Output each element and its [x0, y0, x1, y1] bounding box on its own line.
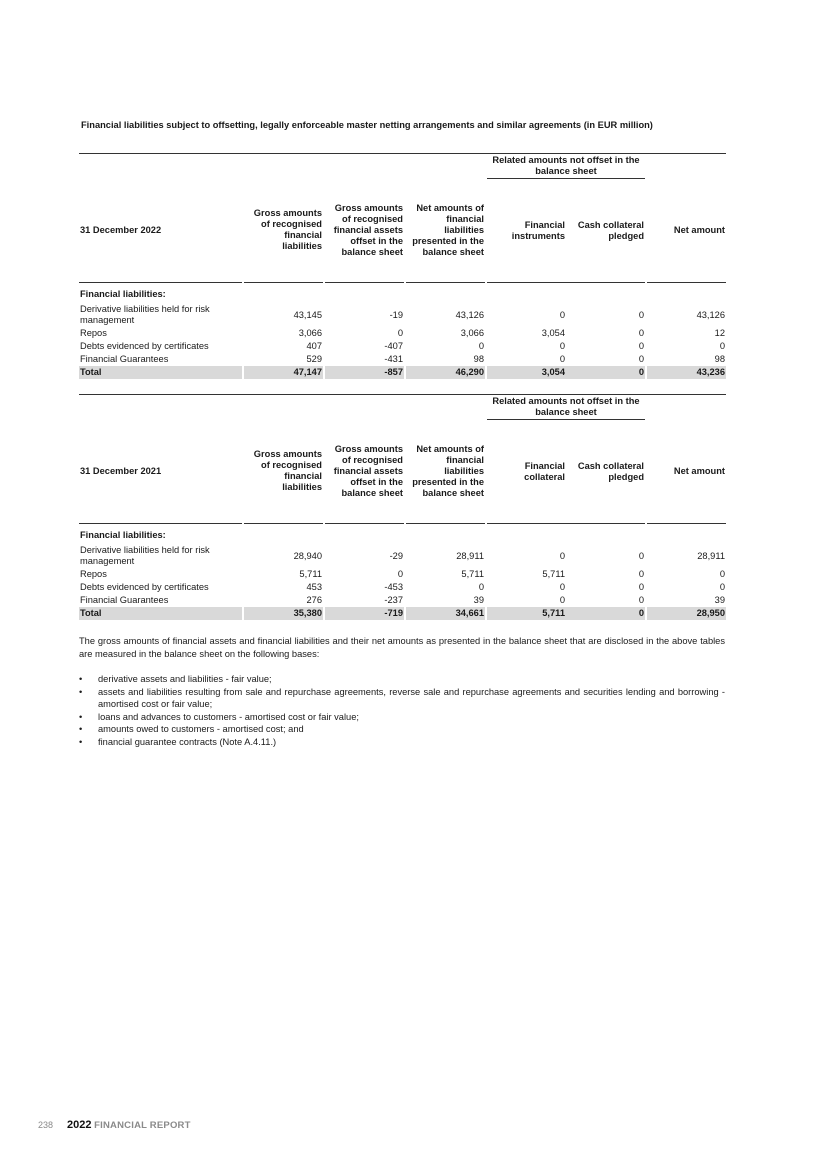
cell: 43,236: [647, 366, 726, 379]
row-label: Repos: [80, 569, 107, 579]
row-label: Derivative liabilities held for risk management: [80, 304, 210, 325]
cell: 98: [473, 354, 484, 364]
cell: 0: [559, 582, 565, 592]
date-label: 31 December 2022: [79, 179, 242, 283]
report-label: FINANCIAL REPORT: [94, 1120, 191, 1131]
col-net-amount: Net amount: [647, 420, 726, 524]
cell: 43,126: [696, 309, 725, 320]
cell: 0: [638, 569, 644, 579]
cell: -237: [384, 595, 403, 605]
bullet: •: [79, 674, 83, 684]
total-row: [79, 607, 726, 620]
cell: -407: [384, 341, 403, 351]
cell: -857: [325, 366, 404, 379]
col-gross-liabilities: Gross amounts of recognised financial liabilities: [244, 420, 323, 524]
table-row: [79, 544, 726, 568]
list-item: [79, 711, 725, 724]
cell: 3,054: [487, 366, 566, 379]
row-label: Debts evidenced by certificates: [80, 341, 209, 351]
col-financial-instruments: Financial instruments: [487, 179, 566, 283]
cell: 12: [714, 328, 725, 338]
list-item-text: loans and advances to customers - amortised cost or fair value;: [98, 711, 359, 722]
table-row: [79, 340, 726, 353]
cell: 47,147: [244, 366, 323, 379]
col-net-liabilities: Net amounts of financial liabilities presented in the balance sheet: [406, 179, 485, 283]
cell: 5,711: [542, 569, 565, 579]
cell: -431: [384, 354, 403, 364]
cell: 0: [719, 582, 725, 592]
cell: 98: [714, 354, 725, 364]
cell: 0: [638, 550, 644, 561]
row-label: Financial Guarantees: [80, 354, 169, 364]
list-item-text: derivative assets and liabilities - fair value;: [98, 674, 272, 684]
column-header-row: [79, 420, 726, 524]
date-label: 31 December 2021: [79, 420, 242, 524]
table-row: [79, 594, 726, 607]
bullet: •: [79, 686, 83, 697]
cell: 0: [638, 595, 644, 605]
cell: 5,711: [461, 569, 484, 579]
related-amounts-header: Related amounts not offset in the balance sheet: [487, 154, 645, 179]
related-amounts-header: Related amounts not offset in the balance sheet: [487, 395, 645, 420]
cell: 34,661: [406, 607, 485, 620]
cell: 0: [566, 366, 645, 379]
cell: 3,066: [460, 328, 484, 338]
cell: 43,145: [293, 309, 322, 320]
cell: 46,290: [406, 366, 485, 379]
cell: 0: [638, 341, 644, 351]
total-label: Total: [79, 366, 242, 379]
total-label: Total: [79, 607, 242, 620]
table-row: [79, 353, 726, 366]
cell: 5,711: [487, 607, 566, 620]
cell: 0: [478, 341, 484, 351]
list-item: [79, 723, 725, 736]
row-label: Repos: [80, 328, 107, 338]
cell: 3,066: [298, 328, 322, 338]
col-cash-collateral: Cash collateral pledged: [566, 420, 645, 524]
cell: 0: [638, 582, 644, 592]
cell: 28,950: [647, 607, 726, 620]
report-year: 2022: [67, 1119, 92, 1131]
cell: 43,126: [455, 309, 484, 320]
col-gross-assets-offset: Gross amounts of recognised financial assets offset in the balance sheet: [325, 420, 404, 524]
col-cash-collateral: Cash collateral pledged: [566, 179, 645, 283]
cell: 0: [559, 354, 565, 364]
list-item: [79, 736, 725, 749]
cell: 0: [397, 328, 403, 338]
cell: 39: [473, 595, 484, 605]
cell: 453: [306, 582, 322, 592]
page-footer: [38, 1119, 191, 1131]
cell: 0: [478, 582, 484, 592]
cell: 0: [566, 607, 645, 620]
col-financial-collateral: Financial collateral: [487, 420, 566, 524]
table-row: [79, 568, 726, 581]
list-item-text: assets and liabilities resulting from sale and repurchase agreements, reverse sale and repurchase agreements and securities lending and borrowing - amortised cost or fair value;: [98, 686, 725, 709]
cell: 35,380: [244, 607, 323, 620]
cell: 0: [559, 595, 565, 605]
cell: 28,911: [697, 550, 725, 561]
list-item-text: amounts owed to customers - amortised cost; and: [98, 724, 304, 734]
cell: 5,711: [299, 569, 322, 579]
cell: -29: [389, 550, 403, 561]
cell: 0: [559, 309, 565, 320]
measurement-bases-paragraph: The gross amounts of financial assets and financial liabilities and their net amounts as presented in the balance sheet that are disclosed in the above tables are measured in the balance sheet on the following bases:: [79, 636, 725, 659]
row-label: Debts evidenced by certificates: [80, 582, 209, 592]
col-net-liabilities: Net amounts of financial liabilities presented in the balance sheet: [406, 420, 485, 524]
measurement-bases-list: [79, 673, 725, 748]
table-row: [79, 327, 726, 340]
table-row: [79, 303, 726, 327]
cell: 529: [306, 354, 322, 364]
table-row: [79, 581, 726, 594]
list-item: [79, 686, 725, 711]
bullet: •: [79, 724, 83, 734]
cell: 0: [559, 341, 565, 351]
cell: 0: [638, 354, 644, 364]
cell: 0: [638, 309, 644, 320]
cell: -719: [325, 607, 404, 620]
cell: 0: [638, 328, 644, 338]
offsetting-table-2022: [79, 153, 726, 379]
col-net-amount: Net amount: [647, 179, 726, 283]
cell: 0: [719, 341, 725, 351]
list-item: [79, 673, 725, 686]
row-label: Derivative liabilities held for risk management: [80, 545, 210, 566]
row-label: Financial Guarantees: [80, 595, 169, 605]
col-gross-assets-offset: Gross amounts of recognised financial assets offset in the balance sheet: [325, 179, 404, 283]
cell: 0: [719, 569, 725, 579]
cell: 407: [306, 341, 322, 351]
column-header-row: [79, 179, 726, 283]
cell: 39: [714, 595, 725, 605]
total-row: [79, 366, 726, 379]
cell: 28,911: [456, 550, 484, 561]
bullet: •: [79, 736, 83, 747]
cell: 28,940: [293, 550, 322, 561]
offsetting-table-2021: [79, 394, 726, 620]
page-number: 238: [38, 1120, 54, 1130]
section-label: Financial liabilities:: [80, 529, 166, 540]
cell: 0: [397, 569, 403, 579]
cell: 3,054: [541, 328, 565, 338]
col-gross-liabilities: Gross amounts of recognised financial liabilities: [244, 179, 323, 283]
section-label: Financial liabilities:: [80, 288, 166, 299]
list-item-text: financial guarantee contracts (Note A.4.11.): [98, 736, 277, 747]
bullet: •: [79, 711, 83, 722]
cell: -19: [389, 309, 403, 320]
cell: -453: [384, 582, 403, 592]
page-title: Financial liabilities subject to offsetting, legally enforceable master netting arrangements and similar agreements (in EUR million): [81, 120, 653, 130]
cell: 0: [559, 550, 565, 561]
cell: 276: [306, 595, 322, 605]
